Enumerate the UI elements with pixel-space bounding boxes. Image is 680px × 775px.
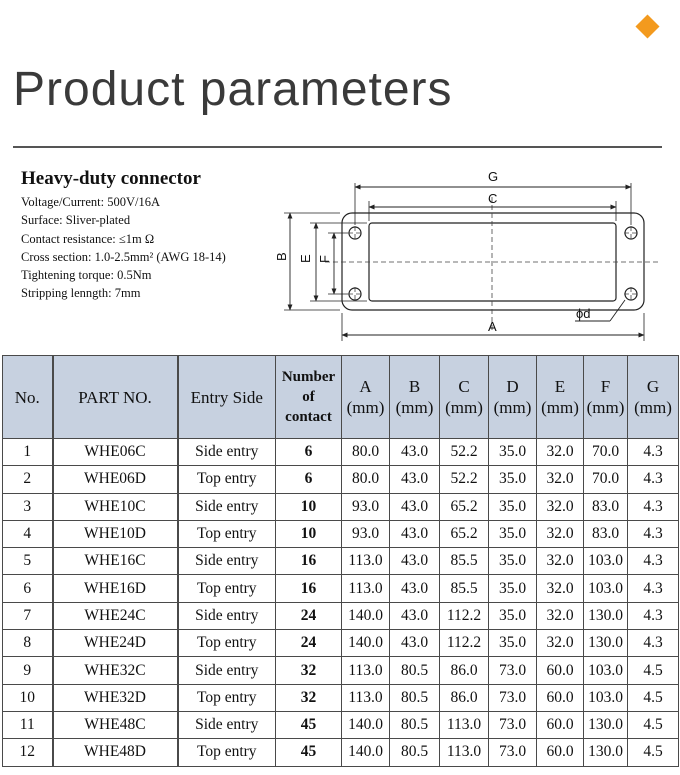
row-entry-side: Side entry xyxy=(178,657,276,684)
row-dim-value: 60.0 xyxy=(537,684,584,711)
specs-block xyxy=(21,168,226,303)
row-no: 1 xyxy=(3,439,53,466)
row-entry-side: Side entry xyxy=(178,602,276,629)
row-no: 2 xyxy=(3,466,53,493)
header-dim-unit: (mm) xyxy=(634,398,672,417)
header-dim-unit: (mm) xyxy=(346,398,385,417)
row-dim-value: 60.0 xyxy=(537,657,584,684)
row-contact-count: 6 xyxy=(276,466,342,493)
row-dim-value: 4.3 xyxy=(628,602,679,629)
row-entry-side: Side entry xyxy=(178,493,276,520)
table-row xyxy=(3,602,679,629)
row-dim-value: 32.0 xyxy=(537,548,584,575)
row-dim-value: 35.0 xyxy=(489,520,537,547)
table-body xyxy=(3,439,679,767)
row-part-no: WHE10D xyxy=(53,520,178,547)
row-dim-value: 70.0 xyxy=(584,466,628,493)
row-dim-value: 65.2 xyxy=(440,493,489,520)
row-dim-value: 32.0 xyxy=(537,493,584,520)
row-dim-value: 85.5 xyxy=(440,575,489,602)
row-contact-count: 45 xyxy=(276,711,342,738)
row-contact-count: 16 xyxy=(276,575,342,602)
header-dim-f xyxy=(584,356,628,439)
row-dim-value: 4.3 xyxy=(628,575,679,602)
table-row xyxy=(3,630,679,657)
row-contact-count: 16 xyxy=(276,548,342,575)
row-dim-value: 4.3 xyxy=(628,439,679,466)
row-dim-value: 80.0 xyxy=(342,466,390,493)
row-part-no: WHE48D xyxy=(53,739,178,766)
row-dim-value: 140.0 xyxy=(342,602,390,629)
flange-outline xyxy=(342,213,644,310)
row-dim-value: 35.0 xyxy=(489,439,537,466)
row-no: 5 xyxy=(3,548,53,575)
row-entry-side: Top entry xyxy=(178,630,276,657)
diamond-icon xyxy=(635,14,659,38)
row-dim-value: 130.0 xyxy=(584,602,628,629)
row-dim-value: 73.0 xyxy=(489,684,537,711)
table-row xyxy=(3,466,679,493)
row-dim-value: 113.0 xyxy=(342,657,390,684)
row-part-no: WHE16D xyxy=(53,575,178,602)
table-header-row xyxy=(3,356,679,439)
header-dim-letter: D xyxy=(506,377,519,396)
row-dim-value: 32.0 xyxy=(537,575,584,602)
row-entry-side: Side entry xyxy=(178,548,276,575)
header-dim-letter: G xyxy=(646,377,660,396)
spec-surface: Surface: Sliver-plated xyxy=(21,213,131,228)
row-dim-value: 35.0 xyxy=(489,548,537,575)
header-dim-letter: F xyxy=(600,377,611,396)
row-dim-value: 113.0 xyxy=(440,739,489,766)
header-dim-g xyxy=(628,356,679,439)
row-dim-value: 83.0 xyxy=(584,520,628,547)
header-contact-line-1: Number xyxy=(281,369,336,385)
row-dim-value: 140.0 xyxy=(342,630,390,657)
row-no: 7 xyxy=(3,602,53,629)
header-dim-c xyxy=(440,356,489,439)
row-dim-value: 130.0 xyxy=(584,630,628,657)
row-dim-value: 32.0 xyxy=(537,439,584,466)
row-dim-value: 83.0 xyxy=(584,493,628,520)
row-part-no: WHE32D xyxy=(53,684,178,711)
row-entry-side: Side entry xyxy=(178,439,276,466)
header-dim-unit: (mm) xyxy=(541,398,579,417)
row-dim-value: 4.3 xyxy=(628,630,679,657)
row-dim-value: 32.0 xyxy=(537,630,584,657)
row-dim-value: 103.0 xyxy=(584,548,628,575)
table-row xyxy=(3,493,679,520)
header-dim-unit: (mm) xyxy=(395,398,434,417)
row-dim-value: 93.0 xyxy=(342,493,390,520)
row-dim-value: 73.0 xyxy=(489,739,537,766)
row-dim-value: 43.0 xyxy=(390,548,440,575)
table-row xyxy=(3,439,679,466)
header-dim-unit: (mm) xyxy=(586,398,625,417)
header-dim-letter: C xyxy=(458,377,470,396)
header-dim-unit: (mm) xyxy=(445,398,483,417)
title-divider xyxy=(13,146,662,148)
row-contact-count: 6 xyxy=(276,439,342,466)
row-no: 9 xyxy=(3,657,53,684)
row-no: 10 xyxy=(3,684,53,711)
specs-heading: Heavy-duty connector xyxy=(21,168,201,189)
row-part-no: WHE10C xyxy=(53,493,178,520)
row-dim-value: 80.5 xyxy=(390,657,440,684)
header-dim-letter: E xyxy=(554,377,566,396)
row-entry-side: Top entry xyxy=(178,739,276,766)
header-dim-letter: B xyxy=(408,377,421,396)
row-dim-value: 43.0 xyxy=(390,439,440,466)
header-contact-line-2: of xyxy=(302,389,315,405)
header-contact-line-3: contact xyxy=(285,409,332,425)
header-part-no: PART NO. xyxy=(53,356,178,439)
row-dim-value: 112.2 xyxy=(440,630,489,657)
row-dim-value: 32.0 xyxy=(537,466,584,493)
row-dim-value: 112.2 xyxy=(440,602,489,629)
row-dim-value: 60.0 xyxy=(537,739,584,766)
row-contact-count: 32 xyxy=(276,657,342,684)
dim-label-b: B xyxy=(274,252,289,261)
table-row xyxy=(3,739,679,766)
header-dim-a xyxy=(342,356,390,439)
row-dim-value: 35.0 xyxy=(489,575,537,602)
table-row xyxy=(3,711,679,738)
parameters-table xyxy=(2,355,679,767)
row-dim-value: 113.0 xyxy=(342,575,390,602)
row-dim-value: 4.5 xyxy=(628,684,679,711)
row-entry-side: Top entry xyxy=(178,466,276,493)
row-no: 12 xyxy=(3,739,53,766)
row-dim-value: 43.0 xyxy=(390,602,440,629)
dim-label-g: G xyxy=(488,169,499,184)
row-dim-value: 103.0 xyxy=(584,575,628,602)
header-number-of-contact xyxy=(276,356,342,439)
row-part-no: WHE24C xyxy=(53,602,178,629)
row-dim-value: 80.0 xyxy=(342,439,390,466)
page-title: Product parameters xyxy=(13,63,453,116)
row-dim-value: 80.5 xyxy=(390,739,440,766)
row-dim-value: 43.0 xyxy=(390,575,440,602)
row-contact-count: 24 xyxy=(276,602,342,629)
row-dim-value: 4.5 xyxy=(628,657,679,684)
row-dim-value: 35.0 xyxy=(489,602,537,629)
header-no: No. xyxy=(3,356,53,439)
table-row xyxy=(3,520,679,547)
row-contact-count: 10 xyxy=(276,520,342,547)
row-dim-value: 60.0 xyxy=(537,711,584,738)
row-contact-count: 45 xyxy=(276,739,342,766)
row-entry-side: Side entry xyxy=(178,711,276,738)
table-row xyxy=(3,684,679,711)
row-entry-side: Top entry xyxy=(178,520,276,547)
row-dim-value: 86.0 xyxy=(440,684,489,711)
row-dim-value: 86.0 xyxy=(440,657,489,684)
row-dim-value: 4.3 xyxy=(628,493,679,520)
header-dim-letter: A xyxy=(359,377,372,396)
table-row xyxy=(3,548,679,575)
table-row xyxy=(3,575,679,602)
spec-cross-section: Cross section: 1.0-2.5mm² (AWG 18-14) xyxy=(21,249,226,264)
header-entry-side: Entry Side xyxy=(178,356,276,439)
row-dim-value: 93.0 xyxy=(342,520,390,547)
row-dim-value: 4.5 xyxy=(628,711,679,738)
row-part-no: WHE24D xyxy=(53,630,178,657)
row-dim-value: 113.0 xyxy=(342,548,390,575)
spec-torque: Tightening torque: 0.5Nm xyxy=(21,268,152,283)
row-dim-value: 80.5 xyxy=(390,711,440,738)
row-part-no: WHE06D xyxy=(53,466,178,493)
header-dim-b xyxy=(390,356,440,439)
row-dim-value: 70.0 xyxy=(584,439,628,466)
row-dim-value: 35.0 xyxy=(489,466,537,493)
row-part-no: WHE16C xyxy=(53,548,178,575)
row-dim-value: 85.5 xyxy=(440,548,489,575)
row-dim-value: 43.0 xyxy=(390,520,440,547)
row-no: 8 xyxy=(3,630,53,657)
row-dim-value: 80.5 xyxy=(390,684,440,711)
row-dim-value: 43.0 xyxy=(390,493,440,520)
row-dim-value: 4.3 xyxy=(628,548,679,575)
row-dim-value: 113.0 xyxy=(440,711,489,738)
row-contact-count: 32 xyxy=(276,684,342,711)
table-row xyxy=(3,657,679,684)
dim-label-a: A xyxy=(488,319,497,334)
row-dim-value: 103.0 xyxy=(584,657,628,684)
header-dim-unit: (mm) xyxy=(493,398,532,417)
row-contact-count: 10 xyxy=(276,493,342,520)
row-dim-value: 130.0 xyxy=(584,711,628,738)
row-dim-value: 43.0 xyxy=(390,630,440,657)
row-dim-value: 4.5 xyxy=(628,739,679,766)
row-contact-count: 24 xyxy=(276,630,342,657)
row-dim-value: 52.2 xyxy=(440,466,489,493)
row-dim-value: 130.0 xyxy=(584,739,628,766)
spec-voltage: Voltage/Current: 500V/16A xyxy=(21,195,160,209)
dim-label-d: ϕd xyxy=(576,306,591,321)
row-dim-value: 43.0 xyxy=(390,466,440,493)
row-no: 11 xyxy=(3,711,53,738)
row-dim-value: 73.0 xyxy=(489,711,537,738)
row-dim-value: 52.2 xyxy=(440,439,489,466)
row-entry-side: Top entry xyxy=(178,684,276,711)
row-dim-value: 103.0 xyxy=(584,684,628,711)
row-no: 4 xyxy=(3,520,53,547)
row-dim-value: 65.2 xyxy=(440,520,489,547)
row-no: 3 xyxy=(3,493,53,520)
connector-dimension-drawing xyxy=(270,163,670,348)
row-dim-value: 35.0 xyxy=(489,630,537,657)
row-dim-value: 32.0 xyxy=(537,520,584,547)
row-part-no: WHE32C xyxy=(53,657,178,684)
dim-label-e: E xyxy=(298,254,313,263)
row-part-no: WHE48C xyxy=(53,711,178,738)
dim-label-f: F xyxy=(317,255,332,263)
dim-label-c: C xyxy=(488,191,498,206)
row-dim-value: 35.0 xyxy=(489,493,537,520)
header-dim-d xyxy=(489,356,537,439)
row-part-no: WHE06C xyxy=(53,439,178,466)
row-dim-value: 4.3 xyxy=(628,520,679,547)
row-dim-value: 113.0 xyxy=(342,684,390,711)
header-dim-e xyxy=(537,356,584,439)
row-dim-value: 140.0 xyxy=(342,739,390,766)
row-dim-value: 73.0 xyxy=(489,657,537,684)
row-dim-value: 32.0 xyxy=(537,602,584,629)
row-dim-value: 140.0 xyxy=(342,711,390,738)
spec-stripping-length: Stripping lenngth: 7mm xyxy=(21,286,141,301)
row-no: 6 xyxy=(3,575,53,602)
row-entry-side: Top entry xyxy=(178,575,276,602)
row-dim-value: 4.3 xyxy=(628,466,679,493)
spec-contact-resistance: Contact resistance: ≤1m Ω xyxy=(21,231,155,246)
